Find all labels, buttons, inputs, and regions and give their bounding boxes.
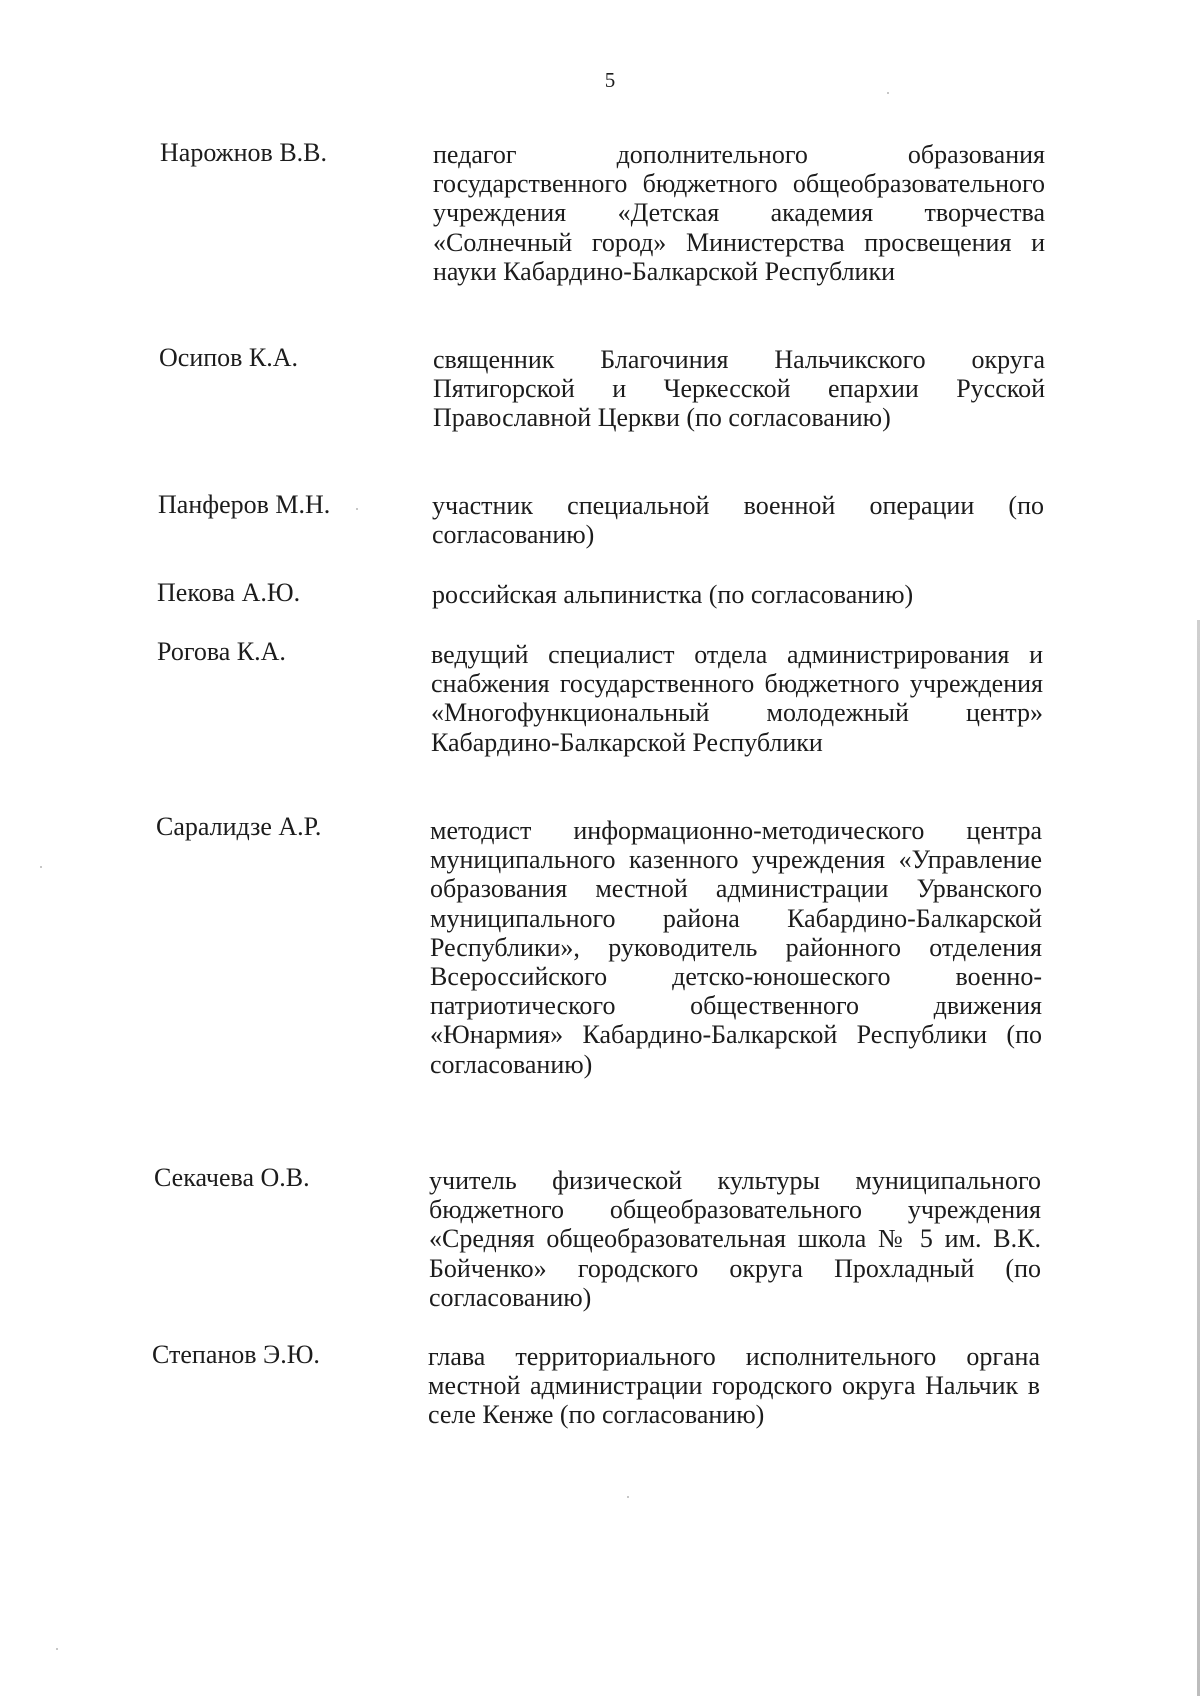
member-name: Саралидзе А.Р. [156,812,322,841]
member-description: участник специальной военной операции (по согласованию) [432,491,1044,550]
scan-speck [356,508,358,510]
member-description: священник Благочиния Нальчикского округа Пятигорской и Черкесской епархии Русской Православной Церкви (по согласованию) [433,345,1045,433]
scan-speck [56,1648,58,1650]
member-description: российская альпинистка (по согласованию) [432,580,914,609]
page-number: 5 [604,68,616,92]
scan-speck [40,866,42,868]
member-name: Осипов К.А. [159,343,299,372]
member-name: Степанов Э.Ю. [152,1340,320,1369]
member-name: Панферов М.Н. [158,490,331,519]
member-description: ведущий специалист отдела администрирования и снабжения государственного бюджетного учреждения «Многофункциональный молодежный центр» Кабардино-Балкарской Республики [431,640,1043,757]
member-name: Нарожнов В.В. [160,138,328,167]
member-description: педагог дополнительного образования государственного бюджетного общеобразовательного учреждения «Детская академия творчества «Солнечный город» Министерства просвещения и науки Кабардино-Балкарской Республики [433,140,1045,286]
member-description: методист информационно-методического центра муниципального казенного учреждения «Управление образования местной администрации Урванского муниципального района Кабардино-Балкарской Республики», руководитель районного отделения Всероссийского детско-юношеского военно-патриотического общественного движения «Юнармия» Кабардино-Балкарской Республики (по согласованию) [430,816,1042,1079]
member-name: Секачева О.В. [154,1163,310,1192]
member-name: Пекова А.Ю. [157,578,301,607]
scan-speck [887,92,889,94]
scan-speck [627,1496,629,1498]
member-description: глава территориального исполнительного органа местной администрации городского округа Нальчик в селе Кенже (по согласованию) [428,1342,1040,1430]
member-description: учитель физической культуры муниципального бюджетного общеобразовательного учреждения «Средняя общеобразовательная школа № 5 им. В.К. Бойченко» городского округа Прохладный (по согласованию) [429,1166,1041,1312]
member-name: Рогова К.А. [157,637,286,666]
